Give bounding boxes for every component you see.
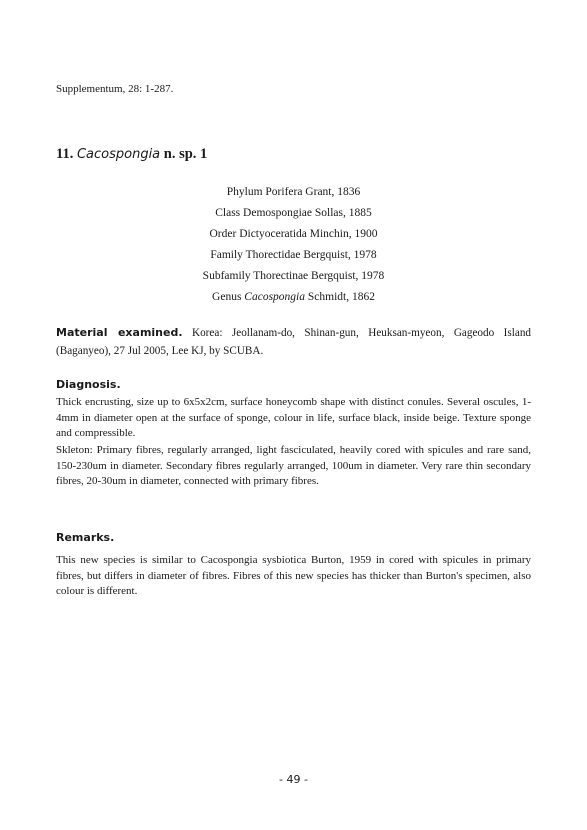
taxonomy-genus-name: Cacospongia [244, 291, 305, 303]
material-label: Material examined. [56, 326, 183, 339]
diagnosis-title: Diagnosis. [56, 378, 121, 391]
species-number: 11. [56, 146, 74, 162]
species-heading [56, 146, 207, 163]
material-text: Korea: Jeollanam-do, Shinan-gun, Heuksan-myeon, Gageodo Island (Baganyeo), 27 Jul 2005, Lee KJ, by SCUBA. [56, 327, 532, 357]
remarks-paragraph: This new species is similar to Cacospongia sysbiotica Burton, 1959 in cored with spicules in primary fibres, but differs in diameter of fibres. Fibres of this new species has thicker than Burton's specimen, also colour is different. [56, 554, 531, 597]
taxonomy-family: Family Thorectidae Bergquist, 1978 [210, 249, 377, 261]
taxonomy-genus-author: Schmidt, 1862 [307, 291, 375, 303]
species-genus: Cacospongia [76, 147, 161, 162]
taxonomy-genus [0, 287, 587, 308]
reference-continuation: Supplementum, 28: 1-287. [56, 83, 174, 95]
page-number: - 49 - [279, 773, 308, 786]
skeleton-paragraph: Skleton: Primary fibres, regularly arranged, light fasciculated, heavily cored with spicules and rare sand, 150-230um in diameter. Secondary fibres regularly arranged, 100um in diameter. Very rare thin secondary fibres, 20-30um in diameter, connected with primary fibres. [56, 444, 531, 487]
taxonomy-block [0, 182, 587, 308]
remarks-title: Remarks. [56, 531, 115, 544]
taxonomy-phylum: Phylum Porifera Grant, 1836 [226, 186, 361, 198]
species-designation: n. sp. 1 [163, 146, 208, 162]
material-examined [56, 324, 531, 360]
taxonomy-subfamily: Subfamily Thorectinae Bergquist, 1978 [202, 270, 385, 282]
diagnosis-paragraph: Thick encrusting, size up to 6x5x2cm, surface honeycomb shape with distinct conules. Several oscules, 1-4mm in diameter open at the surface of sponge, colour in life, surface black, inside beige. Texture sponge and compressible. [56, 396, 531, 439]
taxonomy-genus-prefix: Genus [212, 291, 242, 303]
taxonomy-class: Class Demospongiae Sollas, 1885 [215, 207, 372, 219]
taxonomy-order: Order Dictyoceratida Minchin, 1900 [209, 228, 378, 240]
